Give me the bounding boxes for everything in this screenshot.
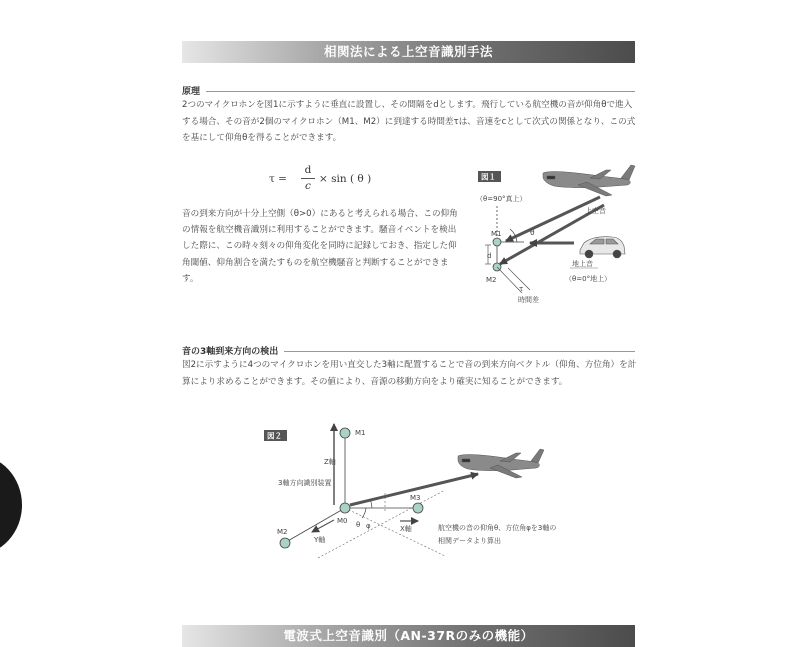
label-theta: θ (356, 521, 361, 529)
label-m1: M1 (491, 230, 502, 238)
description-paragraph: 音の到来方向が十分上空側（θ>0）にあると考えられる場合、この仰角の情報を航空機音識別に利用することができます。騒音イベントを検出した際に、この時々刻々の仰角変化を同時に記録しておき、指定した仰角閾値、仰角割合を満たすものを航空機騒音と判断することができます。 (182, 209, 458, 284)
label-sky-sound: 上空音 (585, 207, 606, 215)
label-z-axis: Z軸 (324, 458, 336, 466)
y-axis-arrow (312, 520, 334, 532)
figure-2-tag (264, 430, 287, 441)
label-m0: M0 (337, 517, 348, 525)
intro-paragraph: 2つのマイクロホンを図1に示すように垂直に設置し、その間隔をdとします。飛行している航空機の音が仰角θで進入する場合、その音が2個のマイクロホン（M1、M2）に到達する時間差τは、音速をcとして次式の関係となり、この式を基にして仰角θを得ることができます。 (182, 100, 636, 143)
label-d: d (487, 252, 492, 260)
svg-text:図１: 図１ (481, 172, 496, 182)
heading-text: 音の3軸到来方向の検出 (182, 344, 284, 357)
airplane-icon (458, 449, 544, 478)
heading-text: 原理 (182, 84, 206, 97)
microphone-m3 (413, 503, 423, 513)
section2-paragraph: 図2に示すように4つのマイクロホンを用い直交した3軸に配置することで音の到来方向ベクトル（仰角、方位角）を計算により求めることができます。その値により、音源の移動方向をより確実に知ることができます。 (182, 360, 637, 387)
formula-lhs: τ = (269, 173, 287, 185)
formula-numerator: d (304, 164, 312, 176)
label-m2: M2 (277, 528, 288, 536)
projection-line (345, 508, 445, 556)
label-m3: M3 (410, 494, 421, 502)
label-device: 3軸方向識別装置 (278, 479, 332, 487)
label-y-axis: Y軸 (314, 536, 326, 544)
label-top-angle: （θ=90°真上） (476, 195, 527, 203)
microphone-m2 (280, 538, 290, 548)
label-time-diff: 時間差 (518, 296, 539, 304)
label-x-axis: X軸 (400, 525, 412, 533)
section-banner-top: 相関法による上空音識別手法 (182, 41, 635, 63)
label-m2: M2 (486, 276, 497, 284)
phi-arc (362, 508, 366, 518)
formula-denominator: c (305, 180, 311, 192)
caption-line-2: 相関データより算出 (438, 537, 501, 545)
section-banner-bottom: 電波式上空音識別（AN-37Rのみの機能） (182, 625, 635, 647)
label-ground-angle: （θ=0°地上） (565, 275, 612, 283)
caption-line-1: 航空機の音の仰角θ、方位角φを3軸の (438, 524, 557, 532)
label-theta: θ (530, 228, 535, 237)
label-ground-sound: 地上音 (572, 260, 593, 268)
label-tau: τ (519, 285, 524, 293)
label-m1: M1 (355, 429, 366, 437)
formula-rhs: × sin ( θ ) (319, 173, 372, 185)
svg-text:図２: 図２ (267, 431, 282, 441)
label-phi: φ (366, 522, 371, 530)
microphone-m1 (340, 428, 350, 438)
microphone-m0 (340, 503, 350, 513)
